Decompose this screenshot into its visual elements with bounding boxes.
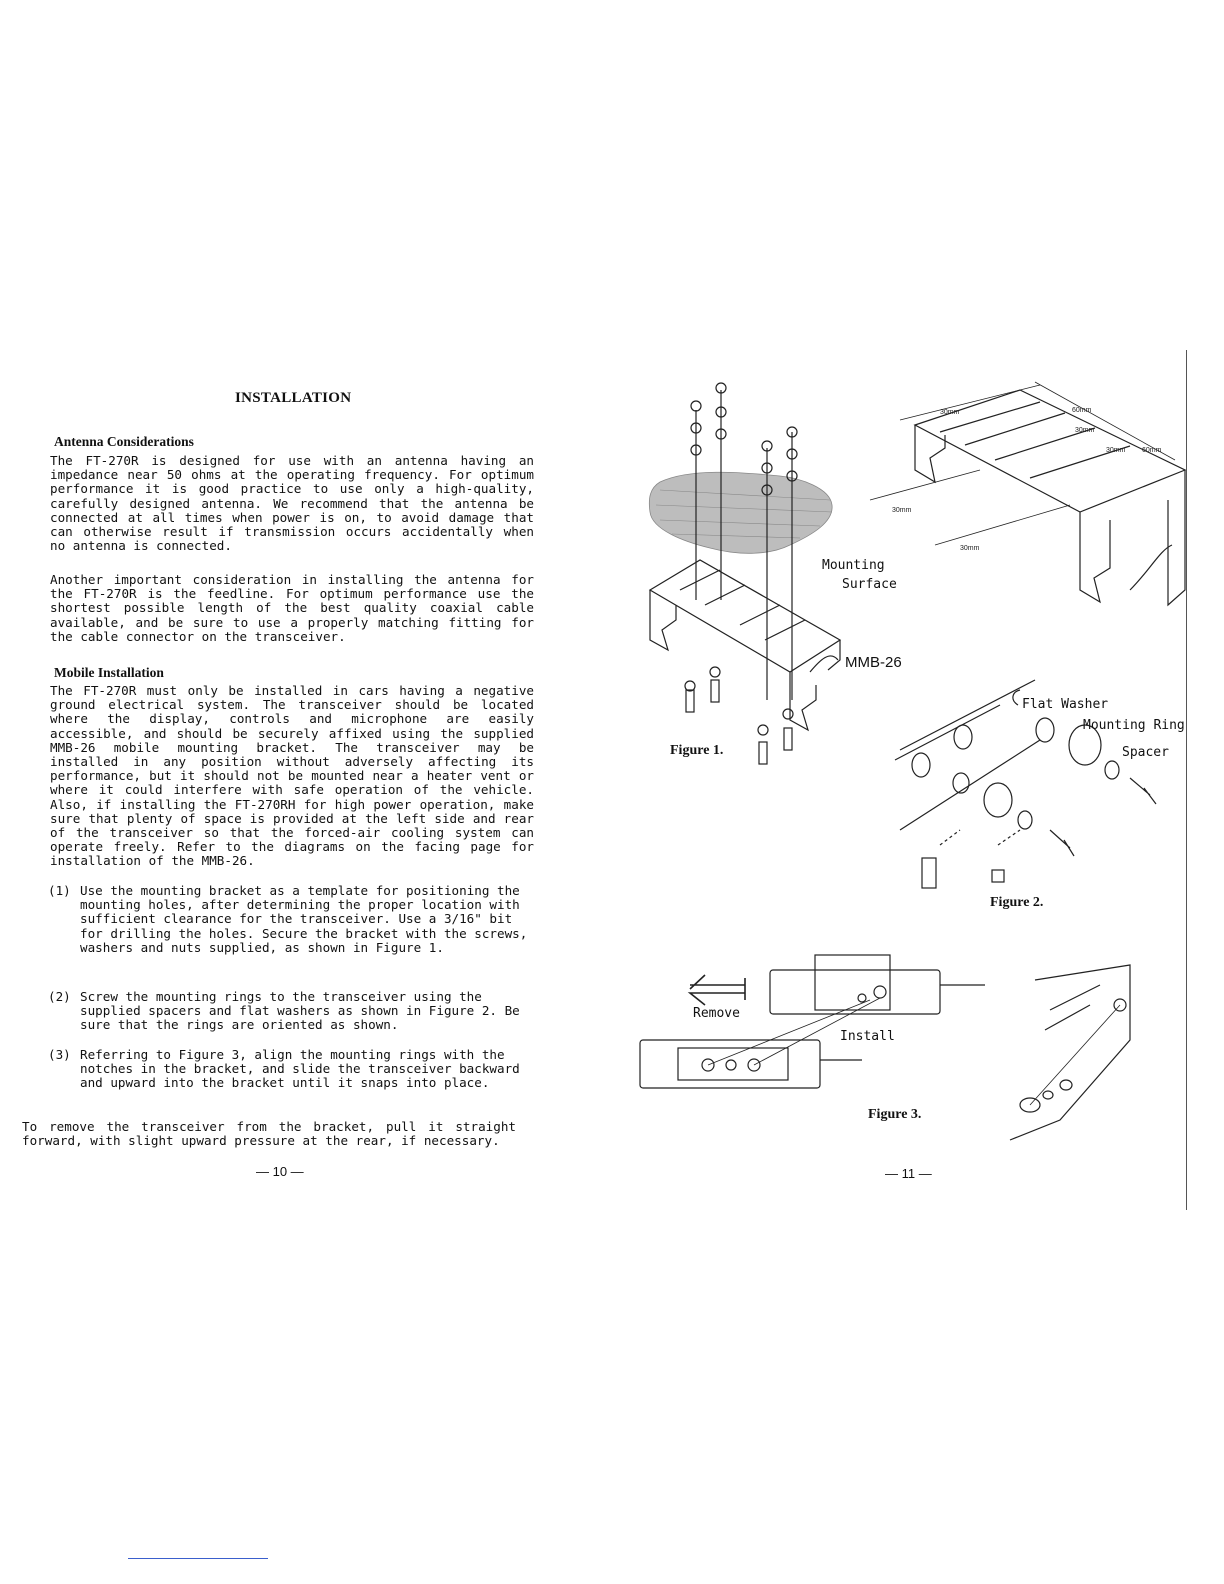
dim-label-30-a: 30mm xyxy=(940,409,960,416)
right-page-edge xyxy=(1186,350,1187,1210)
mounting-label-line2: Surface xyxy=(842,577,897,592)
dimension-labels xyxy=(892,407,1162,552)
antenna-heading: Antenna Considerations xyxy=(54,434,194,449)
dim-label-60-a: 60mm xyxy=(1072,407,1092,414)
footer-underline xyxy=(128,1558,268,1559)
mounting-label-line1: Mounting xyxy=(822,558,885,573)
dim-label-30-d: 30mm xyxy=(892,507,912,514)
page-number-left: — 10 — xyxy=(256,1164,304,1179)
mounting-ring-label: Mounting Ring xyxy=(1083,718,1185,733)
page-number-right: — 11 — xyxy=(885,1166,932,1181)
antenna-paragraph-2: Another important consideration in installing the antenna for the FT-270R is the feedline. For optimum performance use the shortest possible length of the best quality coaxial cable available, and be sure to use a properly matching fitting for the cable connector on the transceiver. xyxy=(50,572,534,644)
fig1-bracket xyxy=(650,560,840,730)
figure-2-label: Figure 2. xyxy=(990,895,1044,910)
dim-label-30-b: 30mm xyxy=(1075,427,1095,434)
mounting-surface-blob xyxy=(649,472,832,553)
antenna-paragraph-1: The FT-270R is designed for use with an antenna having an impedance near 50 ohms at the operating frequency. For optimum performance it is good practice to use only a high-quality, carefully designed antenna. We recommend that the antenna be connected at all times when power is on, to avoid damage that can otherwise result if transmission occurs accidentally when no antenna is connected. xyxy=(50,453,534,554)
install-label: Install xyxy=(840,1029,895,1044)
figure-3-label: Figure 3. xyxy=(868,1107,922,1122)
step-2-text: Screw the mounting rings to the transceiver using the supplied spacers and flat washers as shown in Figure 2. Be sure that the rings are oriented as shown. xyxy=(80,989,520,1033)
dim-label-60-b: 60mm xyxy=(1142,447,1162,454)
bracket-model-label: MMB-26 xyxy=(845,654,902,671)
removal-paragraph: To remove the transceiver from the bracket, pull it straight forward, with slight upward pressure at the rear, if necessary. xyxy=(22,1119,516,1149)
flat-washer-label: Flat Washer xyxy=(1022,697,1109,712)
page-title: INSTALLATION xyxy=(235,390,352,406)
dim-label-30-e: 30mm xyxy=(960,545,980,552)
dim-label-30-c: 30mm xyxy=(1106,447,1126,454)
mobile-paragraph: The FT-270R must only be installed in cars having a negative ground electrical system. The transceiver should be located where the display, controls and microphone are easily accessible, and should be securely affixed using the supplied MMB-26 mobile mounting bracket. The transceiver may be installed in any position without adversely affecting its performance, but it should not be mounted near a heater vent or where it could interfere with safe operation of the vehicle. Also, if installing the FT-270RH for high power operation, make sure that plenty of space is provided at the left side and rear of the transceiver so that the forced-air cooling system can operate freely. Refer to the diagrams on the facing page for installation of the MMB-26. xyxy=(50,683,534,869)
figure-1-label: Figure 1. xyxy=(670,743,724,758)
step-3-text: Referring to Figure 3, align the mounting rings with the notches in the bracket, and slide the transceiver backward and upward into the bracket until it snaps into place. xyxy=(80,1047,520,1091)
step-3-number: (3) xyxy=(48,1047,71,1062)
step-1-number: (1) xyxy=(48,883,71,898)
step-1-text: Use the mounting bracket as a template for positioning the mounting holes, after determining the proper location with sufficient clearance for the transceiver. Use a 3/16" bit for drilling the holes. Secure the bracket with the screws, washers and nuts supplied, as shown in Figure 1. xyxy=(80,883,528,955)
remove-label: Remove xyxy=(693,1006,740,1021)
step-2-number: (2) xyxy=(48,989,71,1004)
dimension-bracket xyxy=(870,382,1185,605)
mobile-heading: Mobile Installation xyxy=(54,665,164,680)
spacer-label: Spacer xyxy=(1122,745,1169,760)
